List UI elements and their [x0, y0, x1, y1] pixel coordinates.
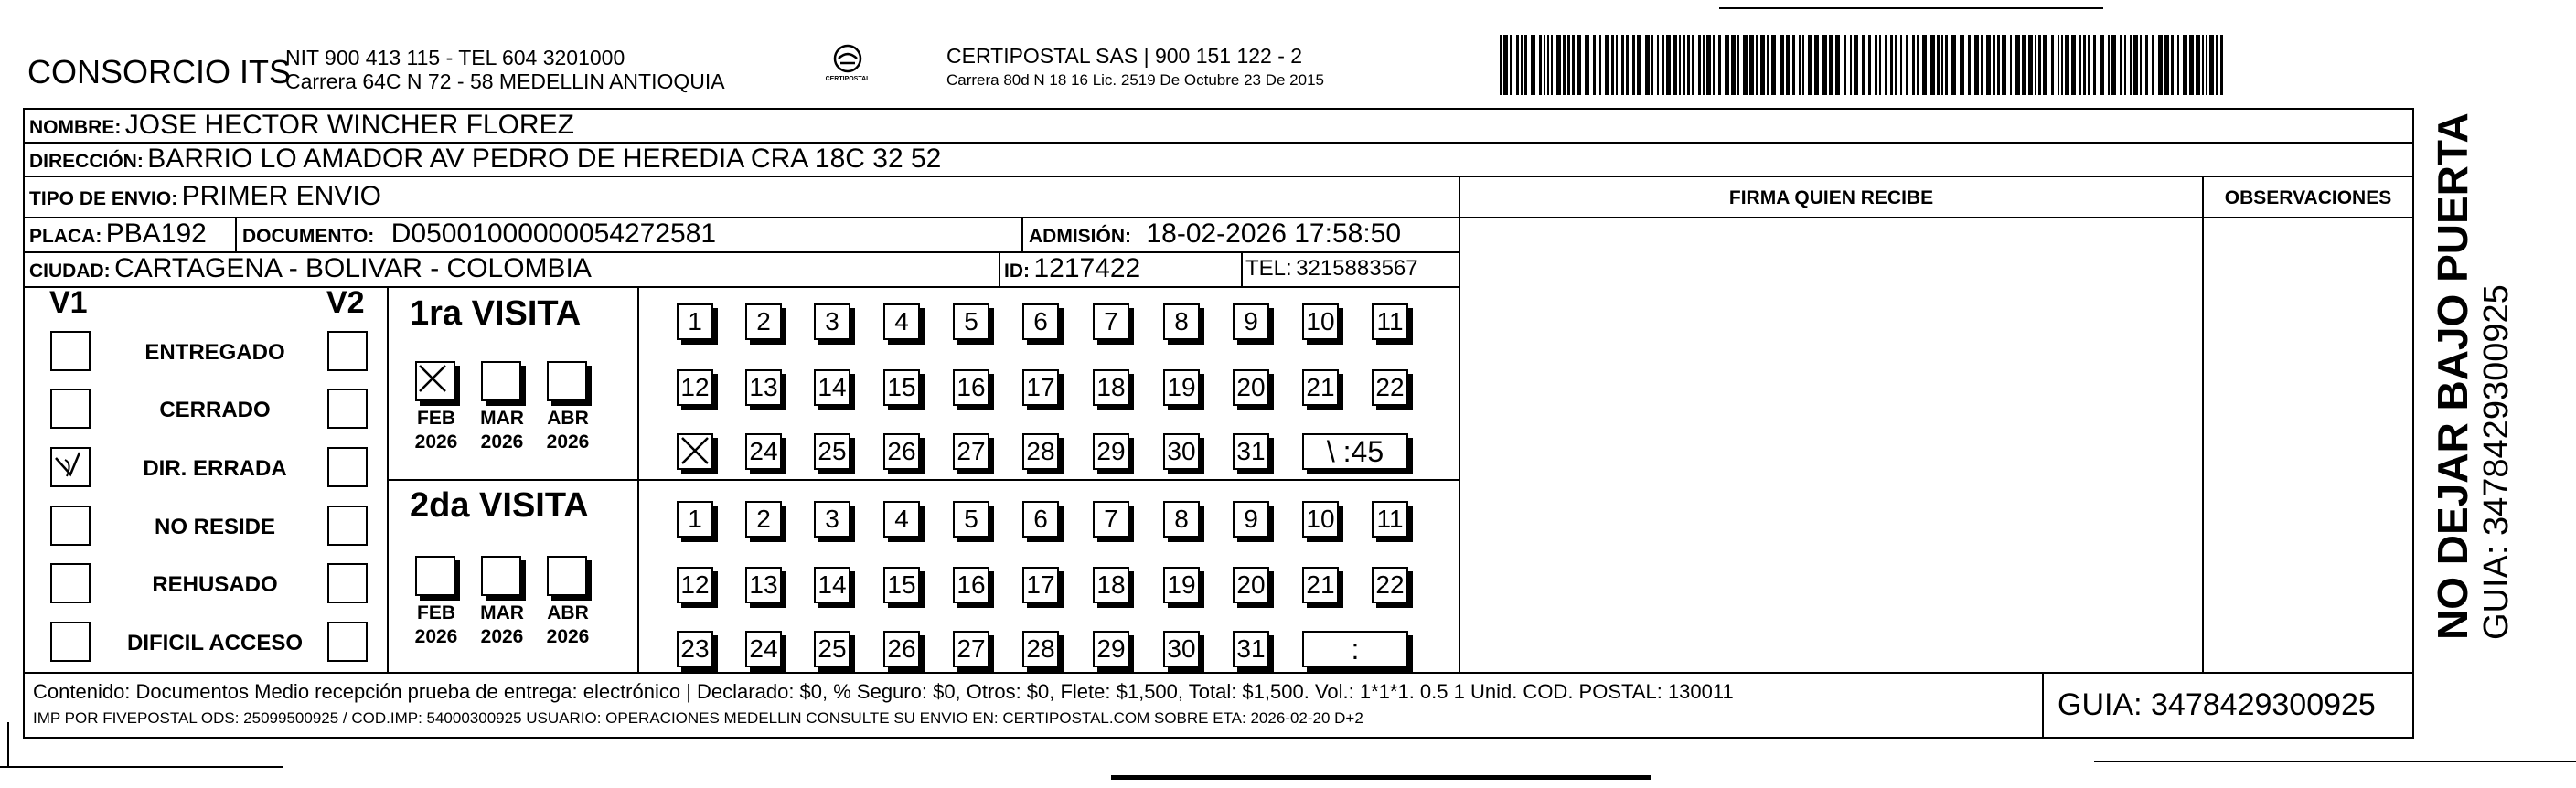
barcode-bar — [1725, 35, 1729, 95]
barcode-bar — [1854, 35, 1858, 95]
visit2-month-year: 2026 — [414, 626, 458, 647]
barcode-bar — [1912, 35, 1915, 95]
barcode-bar — [1666, 35, 1671, 95]
documento-value: D05001000000054272581 — [390, 218, 717, 249]
company-name: CONSORCIO ITS — [27, 53, 292, 91]
barcode-bar — [2196, 35, 2200, 95]
visit1-day-box[interactable]: 29 — [1093, 433, 1129, 470]
bottom-rule — [2094, 761, 2576, 762]
visit1-day-box[interactable]: 27 — [953, 433, 989, 470]
barcode-bar — [2065, 35, 2069, 95]
v2-checkbox[interactable] — [327, 622, 368, 662]
visit1-day-box[interactable]: 16 — [953, 369, 989, 406]
barcode-bar — [1760, 35, 1765, 95]
status-label: DIFICIL ACCESO — [126, 631, 303, 655]
barcode-bar — [1706, 35, 1711, 95]
visit1-day-box[interactable]: 10 — [1302, 303, 1339, 340]
barcode-bar — [2171, 35, 2174, 95]
barcode-bar — [1895, 35, 1897, 95]
v2-checkbox[interactable] — [327, 506, 368, 546]
barcode-bar — [1551, 35, 1553, 95]
barcode-bar — [2164, 35, 2169, 95]
barcode-bar — [2183, 35, 2187, 95]
visit1-month-year: 2026 — [480, 431, 524, 453]
visit2-day-box[interactable]: 8 — [1163, 501, 1200, 538]
visit1-day-box[interactable]: 9 — [1233, 303, 1269, 340]
barcode-bar — [1731, 35, 1736, 95]
visit2-day-box[interactable]: 27 — [953, 631, 989, 667]
visit1-day-box[interactable] — [677, 433, 713, 470]
firma-header: FIRMA QUIEN RECIBE — [1728, 187, 1934, 208]
visit2-month-year: 2026 — [480, 626, 524, 647]
visit2-day-box[interactable]: 22 — [1372, 567, 1408, 603]
logo-icon — [828, 44, 867, 75]
barcode-bar — [1692, 35, 1694, 95]
barcode-bar — [1835, 35, 1840, 95]
side-warning: NO DEJAR BAJO PUERTA — [2429, 112, 2476, 640]
visit1-month-name: ABR — [547, 408, 589, 429]
visit1-day-box[interactable]: 28 — [1022, 433, 1059, 470]
v1-checkbox[interactable] — [50, 622, 91, 662]
barcode-bar — [1799, 35, 1801, 95]
admision-value: 18-02-2026 17:58:50 — [1146, 218, 1402, 249]
barcode-bar — [2010, 35, 2012, 95]
visit1-day-box[interactable]: 3 — [814, 303, 850, 340]
barcode-bar — [2015, 35, 2020, 95]
barcode-bar — [2177, 35, 2179, 95]
visit1-day-box[interactable]: 6 — [1022, 303, 1059, 340]
barcode-bar — [1879, 35, 1881, 95]
placa-label: PLACA: — [29, 226, 102, 247]
visit1-day-box[interactable]: 2 — [745, 303, 782, 340]
footer-guia: GUIA: 3478429300925 — [2058, 687, 2376, 722]
barcode-bar — [1974, 35, 1979, 95]
barcode-bar — [2140, 35, 2142, 95]
bottom-rule — [1111, 775, 1651, 780]
side-guia: GUIA: 3478429300925 — [2477, 284, 2516, 640]
barcode-bar — [1951, 35, 1956, 95]
visit1-month-label — [536, 407, 600, 454]
barcode-bar — [2216, 35, 2218, 95]
v2-checkbox[interactable] — [327, 331, 368, 371]
barcode-bar — [1698, 35, 1701, 95]
visit2-month-label — [470, 602, 534, 649]
certipostal-logo — [821, 44, 874, 82]
barcode-bar — [1621, 35, 1624, 95]
documento-row — [242, 218, 716, 255]
barcode-bar — [1679, 35, 1681, 95]
barcode-bar — [1780, 35, 1784, 95]
visit2-day-box[interactable]: 26 — [883, 631, 920, 667]
visit2-month-label — [536, 602, 600, 649]
barcode-bar — [2093, 35, 2096, 95]
visit2-day-box[interactable]: 3 — [814, 501, 850, 538]
footer-divider — [2042, 672, 2044, 739]
barcode-bar — [1718, 35, 1721, 95]
barcode-bar — [1651, 35, 1653, 95]
visit2-title: 2da VISITA — [410, 486, 589, 525]
barcode-bar — [1611, 35, 1614, 95]
barcode-bar — [1567, 35, 1570, 95]
barcode-bar — [1637, 35, 1641, 95]
barcode-bar — [1885, 35, 1887, 95]
barcode-bar — [1808, 35, 1812, 95]
barcode-bar — [2206, 35, 2207, 95]
documento-label: DOCUMENTO: — [242, 226, 375, 247]
visit2-day-box[interactable]: 14 — [814, 567, 850, 603]
visit2-day-box[interactable]: 2 — [745, 501, 782, 538]
visit1-day-box[interactable]: 18 — [1093, 369, 1129, 406]
visit1-day-box[interactable]: 21 — [1302, 369, 1339, 406]
v2-checkbox[interactable] — [327, 563, 368, 603]
barcode-bar — [2158, 35, 2163, 95]
footer-line1: Contenido: Documentos Medio recepción prueba de entrega: electrónico | Declarado: $0, % Seguro: $0, Otros: $0, Flete: $1,500, Total: $1,500. Vol.: 1*1*1. 0.5 1 Unid. COD. POSTAL: 130011 — [33, 680, 1734, 703]
tipo-label: TIPO DE ENVIO: — [29, 188, 178, 209]
barcode-bar — [2133, 35, 2138, 95]
ciudad-value: CARTAGENA - BOLIVAR - COLOMBIA — [114, 253, 592, 283]
field-divider — [1021, 217, 1023, 251]
tipo-row — [29, 179, 381, 218]
barcode-bar — [1703, 35, 1705, 95]
barcode-bar — [1875, 35, 1877, 95]
barcode-bar — [1814, 35, 1819, 95]
barcode-bar — [1771, 35, 1776, 95]
visit2-day-box[interactable]: 18 — [1093, 567, 1129, 603]
nombre-row — [29, 109, 574, 146]
visit1-day-box[interactable]: 11 — [1372, 303, 1408, 340]
barcode-bar — [1986, 35, 1991, 95]
visit2-day-box[interactable]: 15 — [883, 567, 920, 603]
barcode-bar — [1605, 35, 1609, 95]
visit1-month-year: 2026 — [414, 431, 458, 453]
status-label: CERRADO — [159, 398, 271, 422]
placa-value: PBA192 — [105, 218, 207, 249]
visit1-day-box[interactable]: 22 — [1372, 369, 1408, 406]
visit1-month-checkbox[interactable] — [481, 361, 521, 401]
nit-line: NIT 900 413 115 - TEL 604 3201000 — [285, 46, 625, 69]
footer-line2: IMP POR FIVEPOSTAL ODS: 25099500925 / COD.IMP: 54000300925 USUARIO: OPERACIONES MEDELLIN CONSULTE SU ENVIO EN: CERTIPOSTAL.COM SOBRE ETA: 2026-02-20 D+2 — [33, 709, 1363, 727]
barcode-bar — [2111, 35, 2116, 95]
visit2-day-box[interactable]: 9 — [1233, 501, 1269, 538]
visit2-month-name: FEB — [417, 602, 455, 623]
visit1-day-box[interactable]: 24 — [745, 433, 782, 470]
barcode-bar — [1673, 35, 1677, 95]
v1-checkbox[interactable] — [50, 563, 91, 603]
v1-label: V1 — [49, 285, 88, 320]
barcode-bar — [1516, 35, 1519, 95]
barcode-bars — [1500, 35, 2226, 95]
visit2-day-box[interactable]: 20 — [1233, 567, 1269, 603]
barcode-bar — [1563, 35, 1566, 95]
barcode-bar — [1786, 35, 1790, 95]
barcode-bar — [1868, 35, 1871, 95]
visit1-month-checkbox[interactable] — [415, 361, 455, 401]
check-mark-icon — [417, 363, 448, 394]
visit1-day-box[interactable]: 13 — [745, 369, 782, 406]
barcode-bar — [1922, 35, 1927, 95]
address-line: Carrera 64C N 72 - 58 MEDELLIN ANTIOQUIA — [285, 69, 725, 93]
visit2-day-box[interactable]: 7 — [1093, 501, 1129, 538]
barcode-bar — [1890, 35, 1893, 95]
v1-checkbox[interactable] — [50, 331, 91, 371]
barcode-bar — [1531, 35, 1535, 95]
barcode-bar — [1993, 35, 1995, 95]
id-label: ID: — [1004, 261, 1030, 282]
id-row — [1004, 252, 1140, 290]
certipostal-line1: CERTIPOSTAL SAS | 900 151 122 - 2 — [946, 44, 1303, 68]
visit2-time-box[interactable]: : — [1302, 631, 1408, 667]
barcode-bar — [2152, 35, 2154, 95]
barcode-bar — [1756, 35, 1758, 95]
visit2-day-box[interactable]: 23 — [677, 631, 713, 667]
visit1-month-name: FEB — [417, 408, 455, 429]
barcode-bar — [1585, 35, 1589, 95]
barcode-bar — [1683, 35, 1685, 95]
visit2-day-box[interactable]: 24 — [745, 631, 782, 667]
barcode-bar — [1862, 35, 1865, 95]
bottom-rule — [0, 766, 283, 768]
barcode-bar — [2071, 35, 2076, 95]
barcode-bar — [1749, 35, 1754, 95]
barcode-bar — [1539, 35, 1542, 95]
barcode-bar — [2145, 35, 2148, 95]
barcode-bar — [1930, 35, 1935, 95]
barcode-bar — [2058, 35, 2059, 95]
barcode-bar — [1645, 35, 1650, 95]
visit1-day-box[interactable]: 20 — [1233, 369, 1269, 406]
visit1-day-box[interactable]: 12 — [677, 369, 713, 406]
barcode-bar — [2038, 35, 2041, 95]
barcode-bar — [1792, 35, 1795, 95]
barcode-bar — [1981, 35, 1983, 95]
barcode-bar — [1577, 35, 1581, 95]
visit2-month-year: 2026 — [546, 626, 590, 647]
barcode-bar — [1767, 35, 1769, 95]
visit2-day-box[interactable]: 11 — [1372, 501, 1408, 538]
check-mark-icon — [679, 435, 711, 466]
visit2-day-box[interactable]: 29 — [1093, 631, 1129, 667]
barcode-bar — [1500, 35, 1502, 95]
visit1-day-box[interactable]: 14 — [814, 369, 850, 406]
barcode-bar — [1556, 35, 1561, 95]
barcode-bar — [2035, 35, 2036, 95]
tel-value: 3215883567 — [1296, 256, 1418, 281]
status-label: ENTREGADO — [144, 340, 285, 365]
visit1-month-label — [404, 407, 468, 454]
nombre-label: NOMBRE: — [29, 117, 122, 138]
visit1-day-box[interactable]: 15 — [883, 369, 920, 406]
nombre-value: JOSE HECTOR WINCHER FLOREZ — [124, 110, 574, 140]
visit1-day-box[interactable]: 5 — [953, 303, 989, 340]
barcode-bar — [1937, 35, 1940, 95]
barcode-bar — [1687, 35, 1690, 95]
barcode-bar — [1524, 35, 1527, 95]
barcode-bar — [2028, 35, 2033, 95]
barcode-bar — [2189, 35, 2194, 95]
visit2-day-box[interactable]: 17 — [1022, 567, 1059, 603]
ciudad-row — [29, 252, 592, 290]
visit1-day-box[interactable]: 19 — [1163, 369, 1200, 406]
v2-checkbox[interactable] — [327, 389, 368, 429]
barcode-bar — [1626, 35, 1629, 95]
observaciones-header: OBSERVACIONES — [2224, 187, 2392, 208]
admision-row — [1029, 218, 1401, 255]
barcode-bar — [2051, 35, 2054, 95]
barcode-bar — [1737, 35, 1739, 95]
col-divider-firma — [1459, 176, 1460, 672]
barcode-bar — [2022, 35, 2026, 95]
barcode-bar — [1521, 35, 1523, 95]
barcode-bar — [1968, 35, 1971, 95]
visit2-day-box[interactable]: 31 — [1233, 631, 1269, 667]
visit2-month-checkbox[interactable] — [481, 556, 521, 596]
barcode-bar — [1917, 35, 1919, 95]
barcode-bar — [2079, 35, 2081, 95]
status-label: NO RESIDE — [154, 515, 276, 539]
field-divider — [999, 251, 1000, 286]
visit2-month-checkbox[interactable] — [415, 556, 455, 596]
row-line — [23, 672, 2414, 674]
visit1-day-box[interactable]: 1 — [677, 303, 713, 340]
visit2-month-checkbox[interactable] — [547, 556, 587, 596]
barcode-bar — [2061, 35, 2063, 95]
barcode-bar — [2043, 35, 2047, 95]
top-rule — [1719, 7, 2103, 9]
status-label: REHUSADO — [152, 572, 278, 597]
visit2-day-box[interactable]: 4 — [883, 501, 920, 538]
visit2-day-box[interactable]: 21 — [1302, 567, 1339, 603]
admision-label: ADMISIÓN: — [1029, 226, 1131, 247]
barcode-bar — [2120, 35, 2122, 95]
barcode-bar — [2002, 35, 2006, 95]
tel-label: TEL: — [1245, 256, 1292, 281]
logo-caption: CERTIPOSTAL — [825, 76, 871, 82]
visit1-day-box[interactable]: 4 — [883, 303, 920, 340]
barcode-bar — [1572, 35, 1575, 95]
direccion-value: BARRIO LO AMADOR AV PEDRO DE HEREDIA CRA 18C 32 52 — [147, 144, 942, 174]
barcode-bar — [1906, 35, 1908, 95]
direccion-label: DIRECCIÓN: — [29, 151, 144, 172]
barcode-bar — [2209, 35, 2214, 95]
bottom-left-tick — [7, 722, 9, 768]
visit2-day-box[interactable]: 28 — [1022, 631, 1059, 667]
barcode-bar — [1743, 35, 1748, 95]
barcode-bar — [1632, 35, 1635, 95]
barcode-bar — [1713, 35, 1715, 95]
visit1-day-box[interactable]: 26 — [883, 433, 920, 470]
barcode-bar — [1829, 35, 1833, 95]
barcode-bar — [1900, 35, 1902, 95]
field-divider — [1241, 251, 1243, 286]
barcode-bar — [1503, 35, 1508, 95]
direccion-row — [29, 143, 941, 180]
ciudad-label: CIUDAD: — [29, 261, 111, 282]
visit1-title: 1ra VISITA — [410, 294, 582, 333]
visit1-day-box[interactable]: 25 — [814, 433, 850, 470]
placa-row — [29, 218, 207, 255]
barcode-bar — [1657, 35, 1659, 95]
visit2-day-box[interactable]: 5 — [953, 501, 989, 538]
visit2-day-box[interactable]: 12 — [677, 567, 713, 603]
visit2-day-box[interactable]: 10 — [1302, 501, 1339, 538]
barcode-bar — [2100, 35, 2104, 95]
barcode-bar — [1802, 35, 1804, 95]
visit1-month-year: 2026 — [546, 431, 590, 453]
check-mark-icon — [52, 449, 89, 485]
tel-row — [1245, 252, 1418, 288]
barcode-bar — [2124, 35, 2126, 95]
side-text-block — [2429, 112, 2539, 640]
barcode-bar — [2088, 35, 2090, 95]
visit1-month-name: MAR — [480, 408, 524, 429]
v1-checkbox[interactable] — [50, 506, 91, 546]
barcode-bar — [1822, 35, 1827, 95]
visit2-day-box[interactable]: 6 — [1022, 501, 1059, 538]
visit1-day-box[interactable]: 31 — [1233, 433, 1269, 470]
visit1-day-box[interactable]: 8 — [1163, 303, 1200, 340]
visit2-day-box[interactable]: 25 — [814, 631, 850, 667]
barcode-bar — [1547, 35, 1549, 95]
barcode-bar — [1945, 35, 1948, 95]
visit2-month-label — [404, 602, 468, 649]
visit1-day-box[interactable]: 7 — [1093, 303, 1129, 340]
status-label: DIR. ERRADA — [143, 456, 287, 481]
barcode-bar — [1850, 35, 1852, 95]
v1-checkbox[interactable] — [50, 447, 91, 487]
barcode-bar — [2220, 35, 2223, 95]
v1-checkbox[interactable] — [50, 389, 91, 429]
visit2-month-name: MAR — [480, 602, 524, 623]
visit1-month-label — [470, 407, 534, 454]
barcode — [1500, 35, 2226, 95]
field-divider — [235, 217, 237, 251]
col-divider-obs — [2202, 176, 2204, 672]
barcode-bar — [1599, 35, 1601, 95]
v2-label: V2 — [326, 285, 365, 320]
barcode-bar — [2130, 35, 2132, 95]
visit1-day-box[interactable]: 17 — [1022, 369, 1059, 406]
barcode-bar — [1662, 35, 1664, 95]
barcode-bar — [1616, 35, 1618, 95]
barcode-bar — [1593, 35, 1596, 95]
barcode-bar — [2202, 35, 2204, 95]
visit2-day-box[interactable]: 16 — [953, 567, 989, 603]
barcode-bar — [1510, 35, 1512, 95]
tipo-value: PRIMER ENVIO — [181, 181, 382, 211]
barcode-bar — [1997, 35, 2000, 95]
visit2-day-box[interactable]: 30 — [1163, 631, 1200, 667]
barcode-bar — [2108, 35, 2110, 95]
visit2-day-box[interactable]: 1 — [677, 501, 713, 538]
barcode-bar — [1960, 35, 1964, 95]
barcode-bar — [2083, 35, 2086, 95]
visit2-month-name: ABR — [547, 602, 589, 623]
v2-checkbox[interactable] — [327, 447, 368, 487]
visit2-day-box[interactable]: 13 — [745, 567, 782, 603]
visit1-day-box[interactable]: 30 — [1163, 433, 1200, 470]
barcode-bar — [1544, 35, 1545, 95]
id-value: 1217422 — [1033, 253, 1141, 283]
visit1-month-checkbox[interactable] — [547, 361, 587, 401]
certipostal-line2: Carrera 80d N 18 16 Lic. 2519 De Octubre 23 De 2015 — [946, 71, 1324, 89]
visit2-day-box[interactable]: 19 — [1163, 567, 1200, 603]
barcode-bar — [1844, 35, 1846, 95]
visit1-time-box[interactable]: \ :45 — [1302, 433, 1408, 470]
visit-divider — [387, 479, 1459, 481]
barcode-bar — [1941, 35, 1943, 95]
